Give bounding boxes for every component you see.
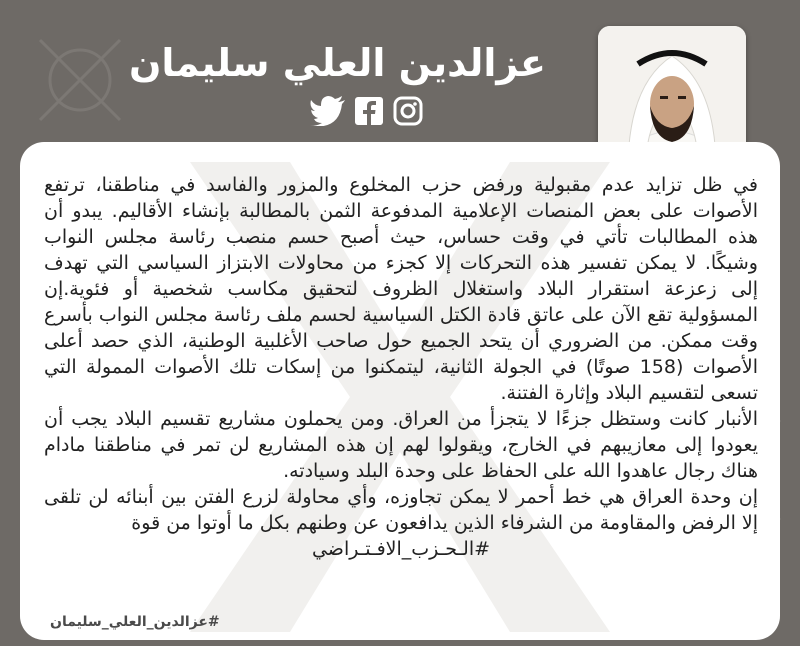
article-body (44, 172, 758, 562)
author-hashtag[interactable]: #عزالدين_العلي_سليمان (50, 614, 220, 630)
article-paragraph: الأنبار كانت وستظل جزءًا لا يتجزأ من العراق. ومن يحملون مشاريع تقسيم البلاد يجب أن يعودوا إلى معازيبهم في الخارج، ويقولوا لهم إن هذه المشاريع لن تمر في مناطقنا مادام هناك رجال عاهدوا الله على الحفاظ على وحدة البلد وسيادته. (44, 408, 758, 482)
article-hashtag[interactable]: #الـحـزب_الافـتـراضي (311, 538, 491, 560)
instagram-icon[interactable] (392, 95, 424, 131)
facebook-icon[interactable] (354, 96, 384, 130)
page-title: عزالدين العلي سليمان (128, 41, 546, 85)
post-card (20, 142, 780, 640)
article-paragraph: في ظل تزايد عدم مقبولية ورفض حزب المخلوع والمزور والفاسد في مناطقنا، ترتفع الأصوات على بعض المنصات الإعلامية المدفوعة الثمن بالمطالبة بإنشاء الأقاليم. يبدو أن هذه المطالبات تأتي في وقت حساس، حيث أصبح حسم منصب رئاسة مجلس النواب وشيكًا. لا يمكن تفسير هذه التحركات إلا كجزء من محاولات الابتزاز السياسي التي تهدف إلى زعزعة استقرار البلاد واستغلال الظروف لتحقيق مكاسب شخصية أو فئوية.إن المسؤولية تقع الآن على عاتق قادة الكتل السياسية لحسم ملف رئاسة مجلس النواب بأسرع وقت ممكن. من الضروري أن يتحد الجميع حول صاحب الأغلبية الوطنية، الذي حصد أعلى الأصوات (158 صوتًا) في الجولة الثانية، ليتمكنوا من إسكات تلك الأصوات الممولة التي تسعى لتقسيم البلاد وإثارة الفتنة. (44, 174, 758, 404)
social-links (310, 96, 424, 130)
twitter-icon[interactable] (310, 96, 346, 130)
article-paragraph: إن وحدة العراق هي خط أحمر لا يمكن تجاوزه، وأي محاولة لزرع الفتن بين أبنائه لن تلقى إلا الرفض والمقاومة من الشرفاء الذين يدافعون عن وطنهم بكل ما أوتوا من قوة (44, 486, 758, 534)
